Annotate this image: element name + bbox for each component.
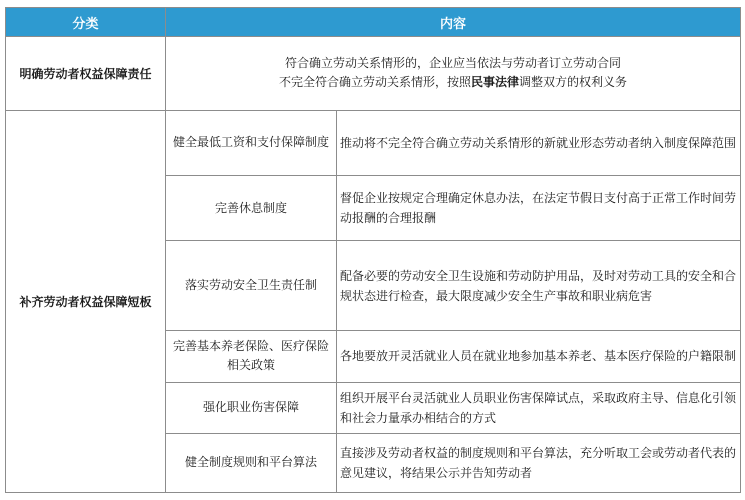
table-row xyxy=(6,110,741,175)
item-cell: 强化职业伤害保障 xyxy=(166,382,337,433)
content-line xyxy=(170,73,736,92)
description-cell: 各地要放开灵活就业人员在就业地参加基本养老、基本医疗保险的户籍限制 xyxy=(337,331,741,382)
header-content: 内容 xyxy=(166,8,741,37)
description-cell: 配备必要的劳动安全卫生设施和劳动防护用品，及时对劳动工具的安全和合规状态进行检查，最大限度减少安全生产事故和职业病危害 xyxy=(337,241,741,331)
item-cell: 健全制度规则和平台算法 xyxy=(166,433,337,492)
table-header-row xyxy=(6,8,741,37)
item-cell: 健全最低工资和支付保障制度 xyxy=(166,110,337,175)
item-cell: 落实劳动安全卫生责任制 xyxy=(166,241,337,331)
description-cell: 推动将不完全符合确立劳动关系情形的新就业形态劳动者纳入制度保障范围 xyxy=(337,110,741,175)
item-cell: 完善基本养老保险、医疗保险相关政策 xyxy=(166,331,337,382)
content-line: 符合确立劳动关系情形的，企业应当依法与劳动者订立劳动合同 xyxy=(285,56,622,71)
category-cell: 补齐劳动者权益保障短板 xyxy=(6,110,166,492)
category-cell: 明确劳动者权益保障责任 xyxy=(6,37,166,111)
content-cell xyxy=(166,37,741,111)
description-cell: 督促企业按规定合理确定休息办法，在法定节假日支付高于正常工作时间劳动报酬的合理报酬 xyxy=(337,176,741,241)
table-row xyxy=(6,37,741,111)
description-cell: 组织开展平台灵活就业人员职业伤害保障试点，采取政府主导、信息化引领和社会力量承办相结合的方式 xyxy=(337,382,741,433)
item-cell: 完善休息制度 xyxy=(166,176,337,241)
header-category: 分类 xyxy=(6,8,166,37)
content-text: 不完全符合确立劳动关系情形，按照 xyxy=(278,75,471,90)
policy-table xyxy=(5,7,741,493)
content-text: 调整双方的权利义务 xyxy=(519,75,628,90)
description-cell: 直接涉及劳动者权益的制度规则和平台算法，充分听取工会或劳动者代表的意见建议，将结果公示并告知劳动者 xyxy=(337,433,741,492)
emphasis-text: 民事法律 xyxy=(471,75,520,90)
